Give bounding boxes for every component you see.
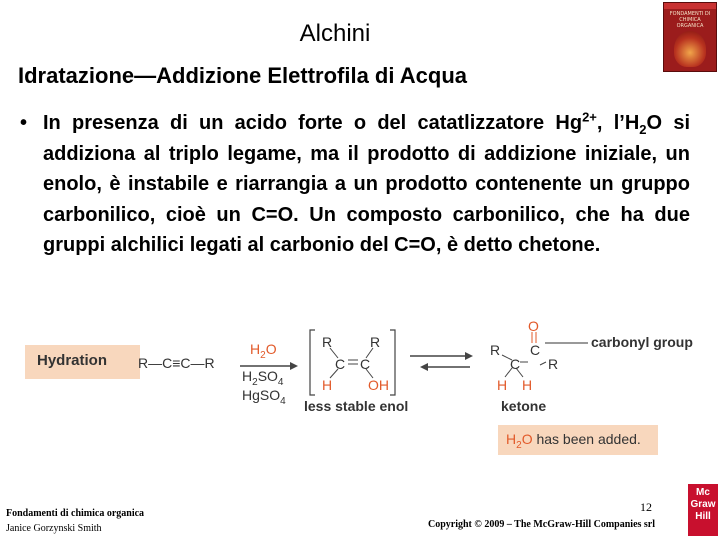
hydration-label: Hydration [37, 352, 108, 369]
bullet-marker: • [20, 112, 28, 134]
subscript: 2 [260, 349, 266, 361]
reagent-text: SO [257, 368, 278, 384]
reagent-text: O [265, 341, 277, 357]
reagent-text: H [242, 368, 253, 384]
logo-text: Graw [690, 499, 716, 510]
subscript: 4 [280, 395, 286, 407]
bullet-paragraph [20, 108, 690, 261]
ketone-oxygen: O [528, 318, 539, 334]
subscript: 4 [277, 376, 284, 388]
bracket-left [310, 330, 315, 395]
added-text: has been added. [532, 431, 641, 447]
enol-carbon-left: C [335, 356, 346, 372]
bullet-text [43, 108, 690, 261]
cover-band [664, 3, 716, 9]
arrow-head [290, 362, 298, 370]
subscript: 2 [639, 122, 647, 137]
alkyne-formula: R—C≡C—R [138, 355, 215, 371]
bullet-text-part: O si addiziona al triplo legame, ma il prodotto di addizione iniziale, un enolo, è instabile e riarrangia a un prodotto contenente un gruppo carbonilico, cioè un C=O. Un composto carbonilico, che ha due gruppi alchilici legati al carbonio del C=O, è detto chetone. [43, 112, 690, 256]
ketone-carbon-right: C [530, 342, 541, 358]
arrow-head [420, 363, 428, 371]
added-water-text: H [506, 431, 517, 447]
ketone-hydrogen-left: H [497, 377, 508, 393]
ketone-carbon-left: C [510, 356, 521, 372]
footer-author: Janice Gorzynski Smith [6, 523, 102, 534]
bullet-text-part: In presenza di un acido forte o del catatlizzatore Hg [43, 112, 583, 134]
mcgraw-hill-logo [688, 484, 718, 536]
book-cover-image [663, 2, 717, 72]
slide-subtitle: Idratazione—Addizione Elettrofila di Acqua [18, 63, 468, 88]
enol-r-right: R [370, 334, 381, 350]
slide-title: Alchini [299, 20, 371, 47]
enol-carbon-right: C [360, 356, 371, 372]
subscript: 2 [516, 439, 522, 451]
flame-icon [674, 31, 706, 67]
charge-superscript: 2+ [582, 109, 597, 125]
ketone-hydrogen-right: H [522, 377, 533, 393]
water-added-label [506, 431, 641, 451]
arrow-head [465, 352, 473, 360]
ketone-r-left: R [490, 342, 501, 358]
bullet-text-part: , l’H [596, 112, 640, 134]
ketone-caption: ketone [501, 398, 547, 414]
ketone-r-right: R [548, 356, 559, 372]
logo-text: Hill [695, 511, 711, 522]
bracket-right [390, 330, 395, 395]
added-water-text: O [521, 431, 533, 447]
ketone-bond [540, 362, 546, 365]
reagent-text: H [250, 341, 261, 357]
enol-hydrogen: H [322, 377, 333, 393]
footer-book-title: Fondamenti di chimica organica [6, 508, 145, 519]
enol-r-left: R [322, 334, 333, 350]
enol-hydroxyl: OH [368, 377, 389, 393]
copyright-text: Copyright © 2009 – The McGraw-Hill Companies srl [428, 519, 656, 530]
logo-text: Mc [696, 487, 710, 498]
page-number: 12 [640, 500, 652, 514]
subscript: 2 [252, 376, 258, 388]
enol-caption: less stable enol [304, 398, 409, 414]
carbonyl-group-label: carbonyl group [591, 334, 693, 350]
book-cover-text: FONDAMENTI DI CHIMICA ORGANICA [669, 11, 711, 29]
reagent-text: HgSO [242, 387, 281, 403]
